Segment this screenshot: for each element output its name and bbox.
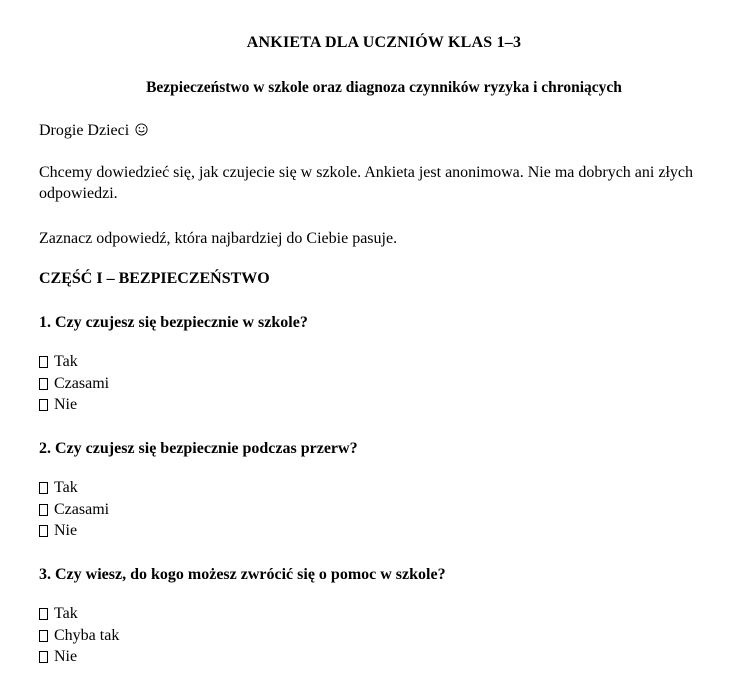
checkbox[interactable] (39, 608, 48, 620)
checkbox[interactable] (39, 356, 48, 368)
checkbox[interactable] (39, 651, 48, 663)
option-label: Czasami (54, 500, 110, 518)
option-checkbox-item[interactable] (39, 373, 109, 395)
checkbox[interactable] (39, 399, 48, 411)
option-label: Nie (54, 522, 78, 539)
checkbox[interactable] (39, 630, 48, 642)
question-3-options (39, 603, 119, 668)
option-label: Chyba tak (54, 626, 120, 644)
instruction-text: Zaznacz odpowiedź, która najbardziej do Ciebie pasuje. (39, 230, 398, 247)
option-checkbox-item[interactable] (39, 394, 109, 416)
document-title: ANKIETA DLA UCZNIÓW KLAS 1–3 (246, 34, 522, 51)
checkbox[interactable] (39, 504, 48, 516)
option-checkbox-item[interactable] (39, 625, 119, 647)
smiley-icon (135, 123, 148, 136)
greeting-line (39, 120, 148, 141)
option-checkbox-item[interactable] (39, 351, 109, 373)
question-3: 3. Czy wiesz, do kogo możesz zwrócić się o pomoc w szkole? (39, 566, 446, 583)
question-1-options (39, 351, 109, 416)
question-2: 2. Czy czujesz się bezpiecznie podczas przerw? (39, 440, 358, 457)
intro-paragraph: Chcemy dowiedzieć się, jak czujecie się w szkole. Ankieta jest anonimowa. Nie ma dobrych ani złych odpowiedzi. (39, 164, 693, 202)
greeting-text: Drogie Dzieci (39, 122, 130, 139)
option-checkbox-item[interactable] (39, 646, 119, 668)
section-title: CZĘŚĆ I – BEZPIECZEŃSTWO (39, 270, 270, 287)
option-label: Tak (54, 605, 78, 622)
checkbox[interactable] (39, 378, 48, 390)
option-label: Czasami (54, 374, 110, 392)
option-label: Tak (54, 353, 78, 370)
question-2-options (39, 477, 109, 542)
checkbox[interactable] (39, 482, 48, 494)
checkbox[interactable] (39, 525, 48, 537)
option-label: Tak (54, 479, 78, 496)
option-checkbox-item[interactable] (39, 520, 109, 542)
option-checkbox-item[interactable] (39, 477, 109, 499)
option-label: Nie (54, 648, 78, 665)
question-1: 1. Czy czujesz się bezpiecznie w szkole? (39, 314, 308, 331)
option-label: Nie (54, 396, 78, 413)
document-subtitle: Bezpieczeństwo w szkole oraz diagnoza czynników ryzyka i chroniących (146, 79, 622, 96)
option-checkbox-item[interactable] (39, 499, 109, 521)
option-checkbox-item[interactable] (39, 603, 119, 625)
